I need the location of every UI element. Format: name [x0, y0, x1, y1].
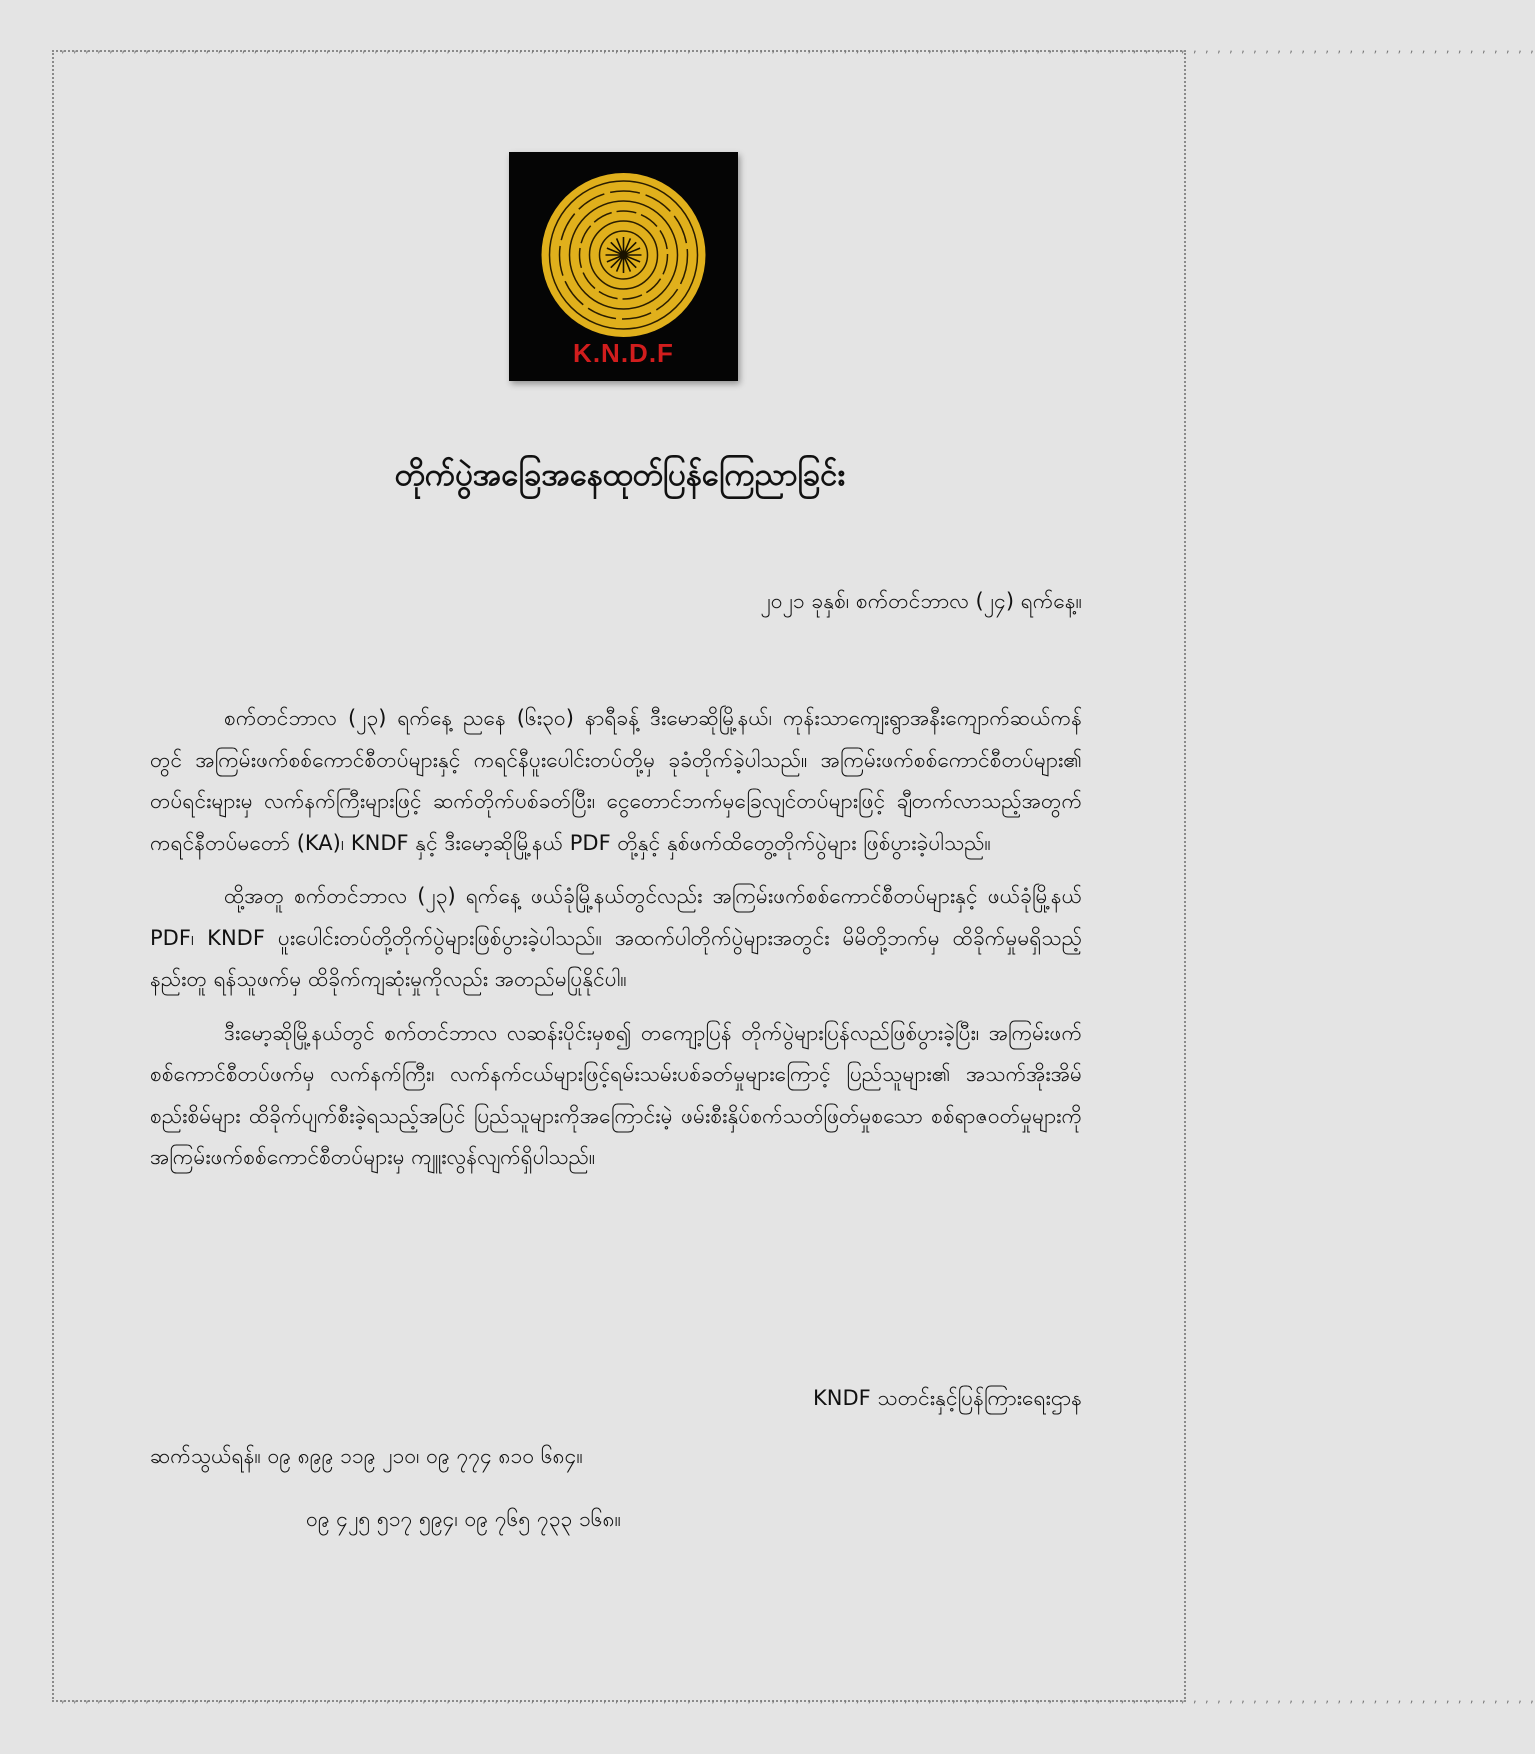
body-paragraph: စက်တင်ဘာလ (၂၃) ရက်နေ့ ညနေ (၆း၃၀) နာရီခန့် ဒီးမောဆိုမြို့နယ်၊ ကုန်းသာကျေးရွာအနီးကျောက်ဆယ်ကန်တွင် အကြမ်းဖက်စစ်ကောင်စီတပ်များနှင့် ကရင်နီပူးပေါင်းတပ်တို့မှ ခုခံတိုက်ခဲ့ပါသည်။ အကြမ်းဖက်စစ်ကောင်စီတပ်များ၏ တပ်ရင်းများမှ လက်နက်ကြီးများဖြင့် ဆက်တိုက်ပစ်ခတ်ပြီး၊ ငွေတောင်ဘက်မှခြေလျင်တပ်များဖြင့် ချီတက်လာသည့်အတွက် ကရင်နီတပ်မတော် (KA)၊ KNDF နှင့် ဒီးမော့ဆိုမြို့နယ် PDF တို့နှင့် နှစ်ဖက်ထိတွေ့တိုက်ပွဲများ ဖြစ်ပွားခဲ့ပါသည်။	[150, 706, 1082, 855]
document-date: ၂၀၂၁ ခုနှစ်၊ စက်တင်ဘာလ (၂၄) ရက်နေ့။	[760, 589, 1082, 613]
issuer-signature: KNDF သတင်းနှင့်ပြန်ကြားရေးဌာန	[813, 1386, 1082, 1410]
contact-line-1: ဆက်သွယ်ရန်။ ၀၉ ၈၉၉ ၁၁၉ ၂၁၀၊ ၀၉ ၇၇၄ ၈၁၀ ၆၈၄။	[150, 1444, 583, 1468]
contact-line-2: ၀၉ ၄၂၅ ၅၁၇ ၅၉၄၊ ၀၉ ၇၆၅ ၇၃၃ ၁၆၈။	[306, 1507, 621, 1531]
body-paragraph: ဒီးမော့ဆိုမြို့နယ်တွင် စက်တင်ဘာလ လဆန်းပိုင်းမှစ၍ တကျော့ပြန် တိုက်ပွဲများပြန်လည်ဖြစ်ပွားခဲ့ပြီး၊ အကြမ်းဖက်စစ်ကောင်စီတပ်ဖက်မှ လက်နက်ကြီး၊ လက်နက်ငယ်များဖြင့်ရမ်းသမ်းပစ်ခတ်မှုများကြောင့် ပြည်သူများ၏ အသက်အိုးအိမ်စည်းစိမ်များ ထိခိုက်ပျက်စီးခဲ့ရသည့်အပြင် ပြည်သူများကိုအကြောင်းမဲ့ ဖမ်းစီးနှိပ်စက်သတ်ဖြတ်မှုစသော စစ်ရာဇဝတ်မှုများကို အကြမ်းဖက်စစ်ကောင်စီတပ်များမှ ကျူးလွန်လျက်ရှိပါသည်။	[150, 1020, 1082, 1169]
bottom-dotted-edge: , , , , , , , , , , , , , , , , , , , , , , , , , , , , , , , , , , , , , , , , , , , , , , , , , , , , , , , , , , , , , , , , , , , , , , , , , , , , , , , , , , , , , , , , , , , , , , , , , , , , , , , , , , , , , , , , , , , , , , , , , , ,	[60, 1694, 1535, 1705]
logo-text: K.N.D.F	[573, 338, 674, 368]
body-paragraph: ထို့အတူ စက်တင်ဘာလ (၂၃) ရက်နေ့ ဖယ်ခုံမြို့နယ်တွင်လည်း အကြမ်းဖက်စစ်ကောင်စီတပ်များနှင့် ဖယ်ခုံမြို့နယ် PDF၊ KNDF ပူးပေါင်းတပ်တို့တိုက်ပွဲများဖြစ်ပွားခဲ့ပါသည်။ အထက်ပါတိုက်ပွဲများအတွင်း မိမိတို့ဘက်မှ ထိခိုက်မှုမရှိသည့်နည်းတူ ရန်သူဖက်မှ ထိခိုက်ကျဆုံးမှုကိုလည်း အတည်မပြုနိုင်ပါ။	[150, 884, 1082, 991]
document-body	[150, 698, 1082, 1191]
top-dotted-edge: , , , , , , , , , , , , , , , , , , , , , , , , , , , , , , , , , , , , , , , , , , , , , , , , , , , , , , , , , , , , , , , , , , , , , , , , , , , , , , , , , , , , , , , , , , , , , , , , , , , , , , , , , , , , , , , , , , , , , , , , , , ,	[60, 44, 1535, 55]
kndf-logo	[509, 152, 738, 381]
document-title: တိုက်ပွဲအခြေအနေထုတ်ပြန်ကြေညာခြင်း	[394, 457, 846, 493]
